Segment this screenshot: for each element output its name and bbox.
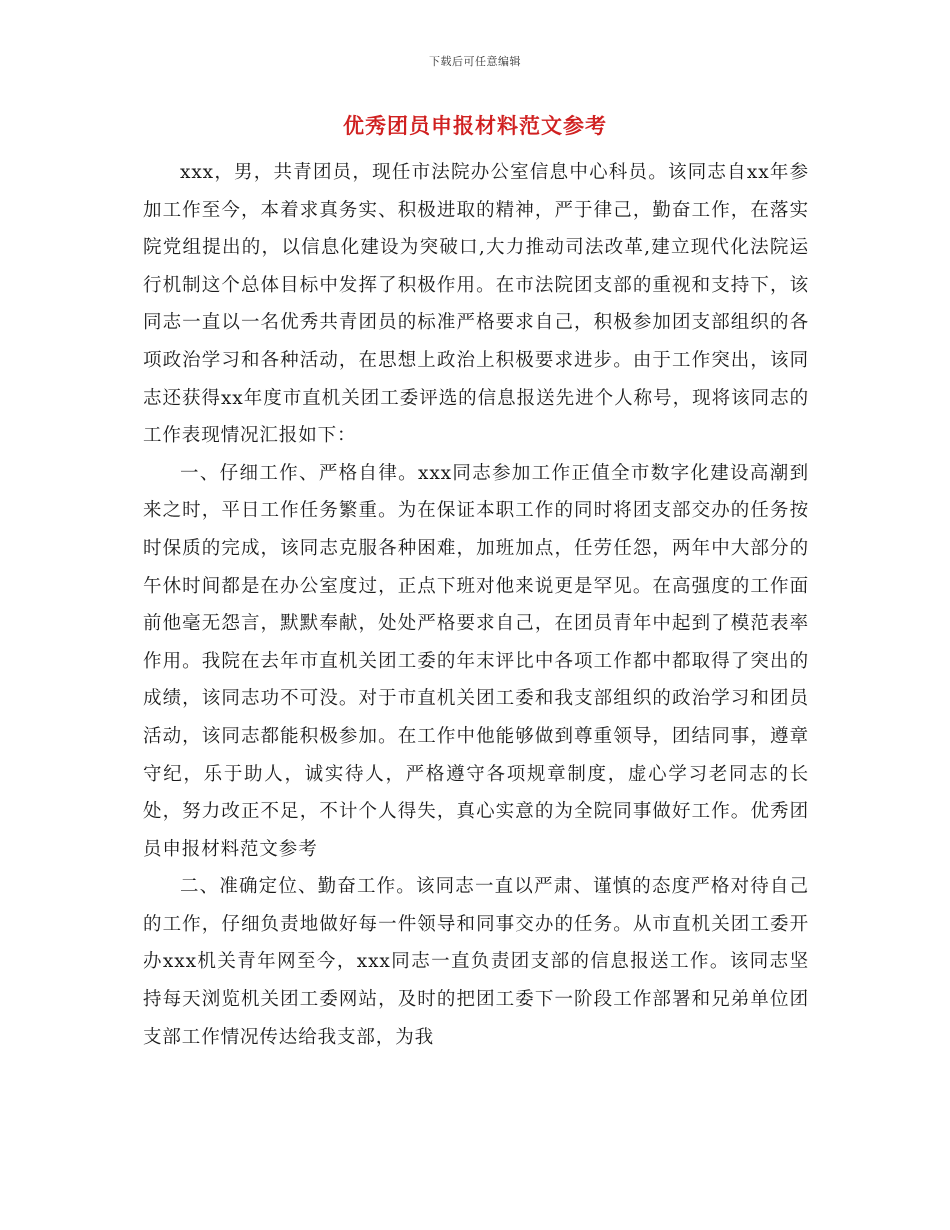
document-body: [143, 154, 809, 1056]
paragraph-intro: xxx，男，共青团员，现任市法院办公室信息中心科员。该同志自xx年参加工作至今，本着求真务实、积极进取的精神，严于律己，勤奋工作，在落实院党组提出的，以信息化建设为突破口,大力推动司法改革,建立现代化法院运行机制这个总体目标中发挥了积极作用。在市法院团支部的重视和支持下，该同志一直以一名优秀共青团员的标准严格要求自己，积极参加团支部组织的各项政治学习和各种活动，在思想上政治上积极要求进步。由于工作突出，该同志还获得xx年度市直机关团工委评选的信息报送先进个人称号，现将该同志的工作表现情况汇报如下：: [143, 162, 809, 447]
document-title: 优秀团员申报材料范文参考: [343, 113, 607, 138]
paragraph-section-2: 二、准确定位、勤奋工作。该同志一直以严肃、谨慎的态度严格对待自己的工作，仔细负责地做好每一件领导和同事交办的任务。从市直机关团工委开办xxx机关青年网至今，xxx同志一直负责团支部的信息报送工作。该同志坚持每天浏览机关团工委网站，及时的把团工委下一阶段工作部署和兄弟单位团支部工作情况传达给我支部，为我: [143, 876, 809, 1048]
paragraph-section-1: 一、仔细工作、严格自律。xxx同志参加工作正值全市数字化建设高潮到来之时，平日工作任务繁重。为在保证本职工作的同时将团支部交办的任务按时保质的完成，该同志克服各种困难，加班加点，任劳任怨，两年中大部分的午休时间都是在办公室度过，正点下班对他来说更是罕见。在高强度的工作面前他毫无怨言，默默奉献，处处严格要求自己，在团员青年中起到了模范表率作用。我院在去年市直机关团工委的年末评比中各项工作都中都取得了突出的成绩，该同志功不可没。对于市直机关团工委和我支部组织的政治学习和团员活动，该同志都能积极参加。在工作中他能够做到尊重领导，团结同事，遵章守纪，乐于助人，诚实待人，严格遵守各项规章制度，虚心学习老同志的长处，努力改正不足，不计个人得失，真心实意的为全院同事做好工作。优秀团员申报材料范文参考: [143, 462, 809, 860]
header-note: 下载后可任意编辑: [429, 55, 521, 68]
